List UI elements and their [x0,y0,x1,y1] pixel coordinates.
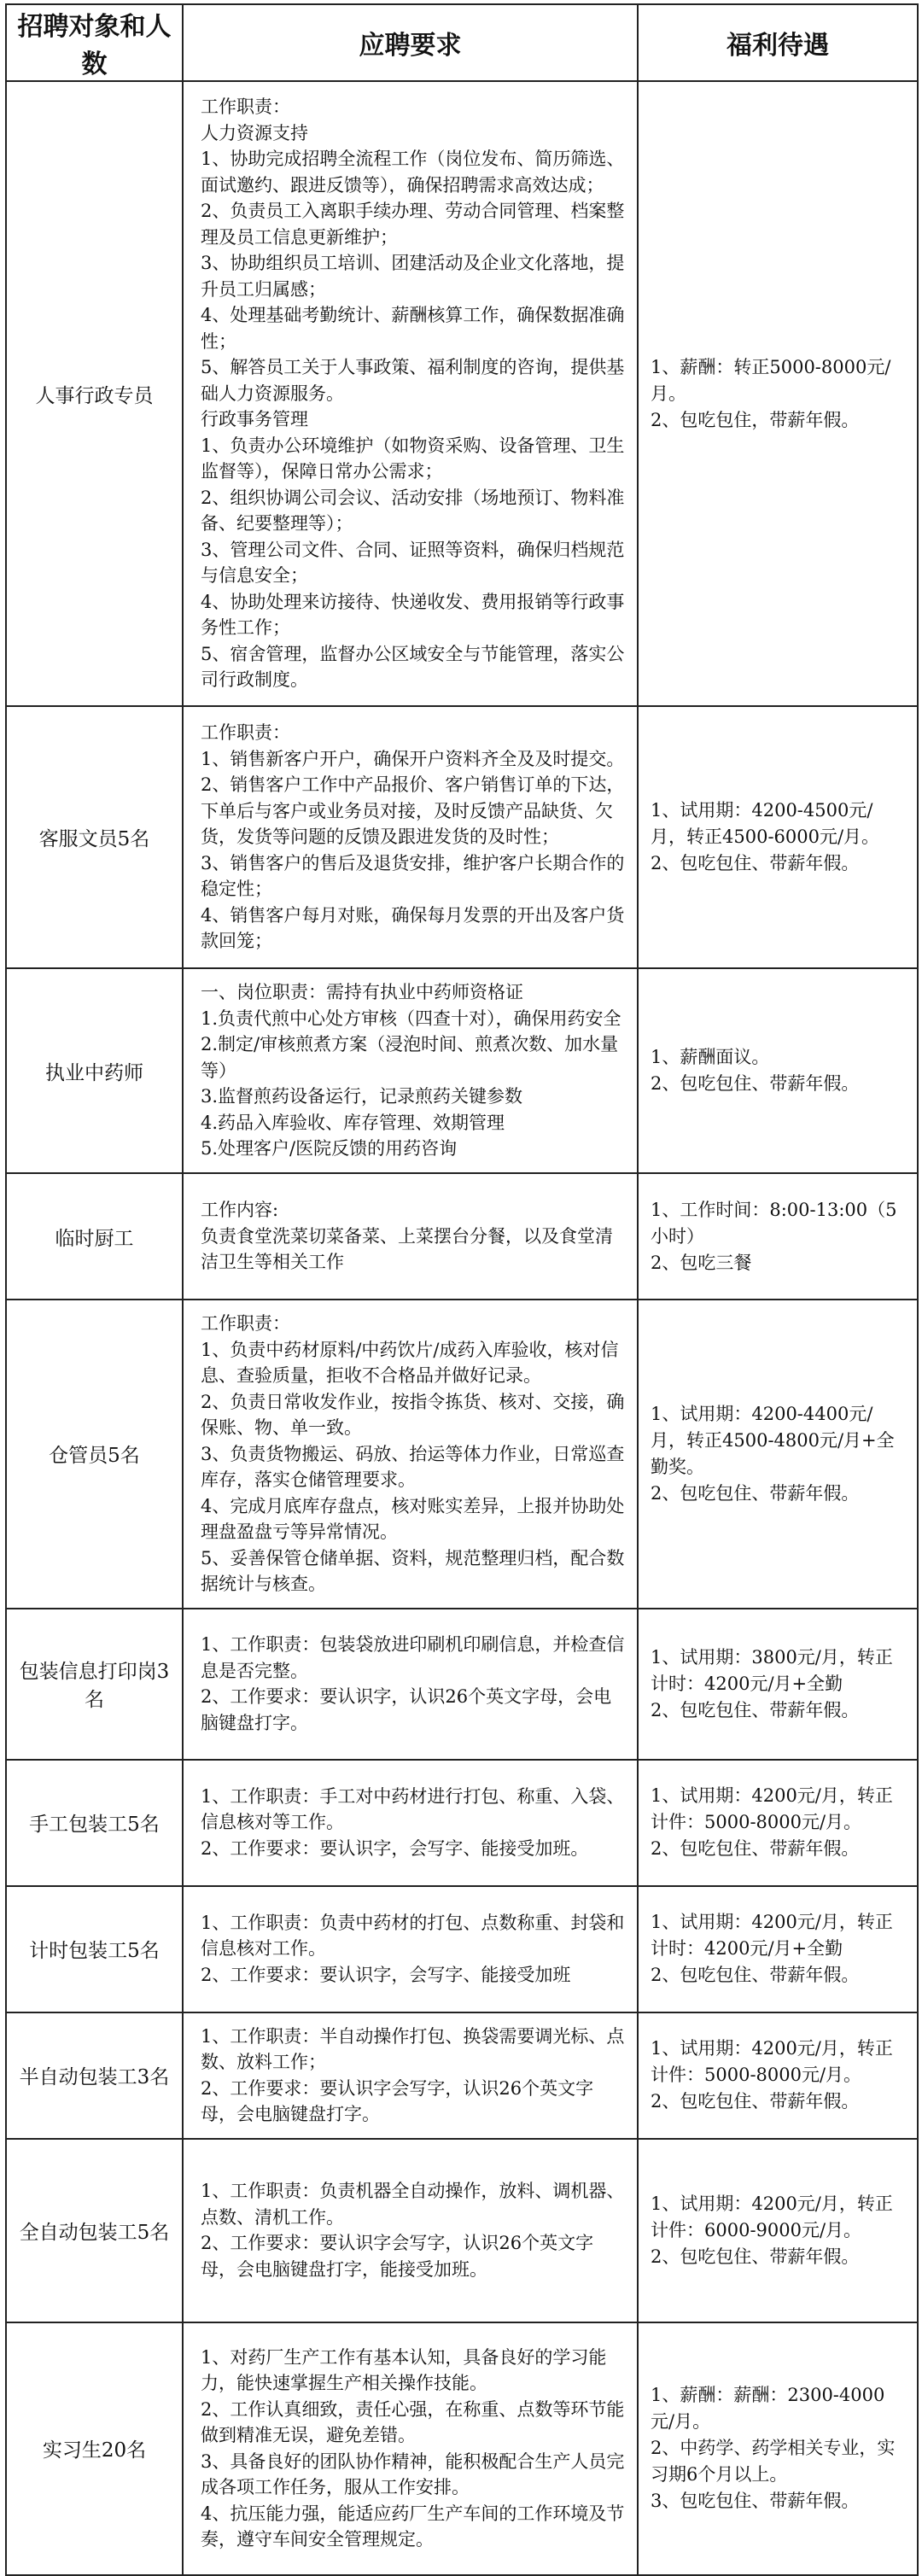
benefit-line: 2、包吃三餐 [651,1252,752,1273]
table-row [6,81,918,706]
table-row [6,706,918,968]
header-benefits: 福利待遇 [638,4,918,81]
table-row [6,1173,918,1300]
benefit-line: 2、包吃包住、带薪年假。 [651,1965,860,1985]
requirement-line: 2、工作要求：要认识字，会写字、能接受加班 [201,1964,571,1985]
requirement-line: 一、岗位职责：需持有执业中药师资格证 [201,982,523,1003]
benefit-line: 2、包吃包住、带薪年假。 [651,1838,860,1859]
requirement-line: 5.处理客户/医院反馈的用药咨询 [201,1138,458,1159]
requirements-cell [183,2012,638,2139]
requirement-line: 2、工作要求：要认识字，认识26个英文字母，会电脑键盘打字。 [201,1686,612,1733]
requirement-line: 3、负责货物搬运、码放、抬运等体力作业，日常巡查库存，落实仓储管理要求。 [201,1443,625,1490]
position-name: 全自动包装工5名 [6,2139,183,2322]
benefit-line: 1、薪酬面议。 [651,1047,770,1067]
benefit-line: 1、薪酬：转正5000-8000元/月。 [651,356,891,404]
benefit-line: 2、中药学、药学相关专业，实习期6个月以上。 [651,2438,896,2485]
benefits-cell [638,2139,918,2322]
benefits-cell [638,706,918,968]
requirement-line: 2、工作要求：要认识字会写字，认识26个英文字母，会电脑键盘打字。 [201,2077,594,2124]
requirement-line: 3、管理公司文件、合同、证照等资料，确保归档规范与信息安全； [201,539,625,587]
benefit-line: 1、工作时间：8:00-13:00（5小时） [651,1199,897,1247]
requirement-line: 工作内容: [201,1200,279,1221]
position-name: 半自动包装工3名 [6,2012,183,2139]
requirement-line: 4.药品入库验收、库存管理、效期管理 [201,1112,505,1133]
requirement-line: 3、协助组织员工培训、团建活动及企业文化落地，提升员工归属感； [201,253,625,300]
requirements-cell [183,1760,638,1886]
requirement-line: 1、负责办公环境维护（如物资采购、设备管理、卫生监督等），保障日常办公需求； [201,435,625,482]
requirement-line: 2、工作要求：要认识字会写字，认识26个英文字母，会电脑键盘打字，能接受加班。 [201,2233,594,2280]
benefits-cell [638,1760,918,1886]
requirement-line: 2、工作要求：要认识字，会写字、能接受加班。 [201,1837,589,1859]
requirement-line: 4、抗压能力强，能适应药厂生产车间的工作环境及节奏，遵守车间安全管理规定。 [201,2503,625,2550]
table-row [6,2322,918,2575]
recruitment-table [5,3,919,2576]
requirement-line: 2、组织协调公司会议、活动安排（场地预订、物料准备、纪要整理等）； [201,487,625,534]
requirement-line: 1、协助完成招聘全流程工作（岗位发布、简历筛选、面试邀约、跟进反馈等），确保招聘需求高效达成； [201,149,625,196]
benefit-line: 1、试用期：4200元/月，转正计时：4200元/月+全勤 [651,1912,893,1959]
benefits-cell [638,1173,918,1300]
benefit-line: 2、包吃包住、带薪年假。 [651,1699,860,1720]
table-header-row [6,4,918,81]
requirement-line: 2、负责员工入离职手续办理、劳动合同管理、档案整理及员工信息更新维护； [201,201,625,248]
requirement-line: 工作职责： [201,96,290,118]
requirement-line: 3.监督煎药设备运行，记录煎药关键参数 [201,1086,523,1107]
requirement-line: 工作职责： [201,1313,290,1334]
table-row [6,2139,918,2322]
benefits-cell [638,2012,918,2139]
requirements-cell [183,1300,638,1609]
benefits-cell [638,1886,918,2012]
requirement-line: 1、销售新客户开户，确保开户资料齐全及及时提交。 [201,748,625,769]
requirement-line: 5、解答员工关于人事政策、福利制度的咨询，提供基础人力资源服务。 [201,357,625,404]
requirement-line: 2.制定/审核煎煮方案（浸泡时间、煎煮次数、加水量等） [201,1034,619,1081]
position-name: 包装信息打印岗3名 [6,1609,183,1760]
requirement-line: 1.负责代煎中心处方审核（四查十对），确保用药安全 [201,1008,621,1029]
requirement-line: 4、销售客户每月对账，确保每月发票的开出及客户货款回笼； [201,904,625,952]
requirements-cell [183,706,638,968]
benefit-line: 1、试用期：3800元/月，转正计时：4200元/月+全勤 [651,1646,893,1694]
requirement-line: 负责食堂洗菜切菜备菜、上菜摆台分餐，以及食堂清洁卫生等相关工作 [201,1225,613,1273]
benefit-line: 1、薪酬：薪酬：2300-4000元/月。 [651,2385,885,2432]
requirements-cell [183,1886,638,2012]
header-requirements: 应聘要求 [183,4,638,81]
requirement-line: 1、对药厂生产工作有基本认知，具备良好的学习能力，能快速掌握生产相关操作技能。 [201,2346,607,2393]
requirement-line: 1、工作职责：手工对中药材进行打包、称重、入袋、信息核对等工作。 [201,1785,625,1833]
benefits-cell [638,1300,918,1609]
requirement-line: 3、具备良好的团队协作精神，能积极配合生产人员完成各项工作任务，服从工作安排。 [201,2450,625,2497]
requirement-line: 工作职责： [201,722,290,744]
table-row [6,968,918,1173]
requirements-cell [183,2139,638,2322]
position-name: 人事行政专员 [6,81,183,706]
position-name: 计时包装工5名 [6,1886,183,2012]
position-name: 执业中药师 [6,968,183,1173]
requirement-line: 3、销售客户的售后及退货安排，维护客户长期合作的稳定性； [201,852,625,900]
requirement-line: 1、负责中药材原料/中药饮片/成药入库验收，核对信息、查验质量，拒收不合格品并做好记录。 [201,1339,619,1386]
benefit-line: 2、包吃包住、带薪年假。 [651,853,860,873]
benefit-line: 3、包吃包住、带薪年假。 [651,2491,860,2511]
requirement-line: 1、工作职责：负责中药材的打包、点数称重、封袋和信息核对工作。 [201,1912,625,1960]
requirement-line: 行政事务管理 [201,409,308,430]
benefit-line: 1、试用期：4200元/月，转正计件：6000-9000元/月。 [651,2193,893,2240]
benefits-cell [638,1609,918,1760]
benefits-cell [638,2322,918,2575]
requirement-line: 4、处理基础考勤统计、薪酬核算工作，确保数据准确性； [201,305,625,352]
requirement-line: 1、工作职责：负责机器全自动操作，放料、调机器、点数、清机工作。 [201,2181,625,2228]
table-row [6,1760,918,1886]
requirements-cell [183,1173,638,1300]
position-name: 临时厨工 [6,1173,183,1300]
benefit-line: 1、试用期：4200元/月，转正计件：5000-8000元/月。 [651,1785,893,1832]
benefit-line: 1、试用期：4200-4400元/月，转正4500-4800元/月+全勤奖。 [651,1403,895,1477]
requirements-cell [183,1609,638,1760]
benefit-line: 1、试用期：4200元/月，转正计件：5000-8000元/月。 [651,2038,893,2085]
benefit-line: 2、包吃包住、带薪年假。 [651,1073,860,1094]
table-row [6,1886,918,2012]
position-name: 实习生20名 [6,2322,183,2575]
requirements-cell [183,81,638,706]
requirement-line: 1、工作职责：包装袋放进印刷机印刷信息，并检查信息是否完整。 [201,1634,625,1681]
benefit-line: 1、试用期：4200-4500元/月，转正4500-6000元/月。 [651,800,880,847]
header-position-count: 招聘对象和人数 [6,4,183,81]
benefit-line: 2、包吃包住，带薪年假。 [651,409,860,430]
requirement-line: 4、完成月底库存盘点，核对账实差异，上报并协助处理盘盈盘亏等异常情况。 [201,1495,625,1542]
requirements-cell [183,968,638,1173]
requirement-line: 2、销售客户工作中产品报价、客户销售订单的下达，下单后与客户或业务员对接，及时反馈产品缺货、欠货，发货等问题的反馈及跟进发货的及时性； [201,774,625,848]
benefit-line: 2、包吃包住、带薪年假。 [651,1482,860,1504]
benefit-line: 2、包吃包住、带薪年假。 [651,2246,860,2267]
benefits-cell [638,968,918,1173]
table-row [6,1300,918,1609]
requirement-line: 5、妥善保管仓储单据、资料，规范整理归档，配合数据统计与核查。 [201,1547,625,1594]
requirement-line: 人力资源支持 [201,122,308,143]
requirements-cell [183,2322,638,2575]
table-row [6,1609,918,1760]
requirement-line: 4、协助处理来访接待、快递收发、费用报销等行政事务性工作； [201,591,625,639]
table-row [6,2012,918,2139]
position-name: 手工包装工5名 [6,1760,183,1886]
position-name: 仓管员5名 [6,1300,183,1609]
requirement-line: 5、宿舍管理，监督办公区域安全与节能管理，落实公司行政制度。 [201,643,625,691]
benefits-cell [638,81,918,706]
requirement-line: 2、工作认真细致，责任心强，在称重、点数等环节能做到精准无误，避免差错。 [201,2398,625,2445]
requirement-line: 2、负责日常收发作业，按指令拣货、核对、交接，确保账、物、单一致。 [201,1391,625,1438]
position-name: 客服文员5名 [6,706,183,968]
benefit-line: 2、包吃包住、带薪年假。 [651,2091,860,2112]
requirement-line: 1、工作职责：半自动操作打包、换袋需要调光标、点数、放料工作； [201,2025,625,2072]
